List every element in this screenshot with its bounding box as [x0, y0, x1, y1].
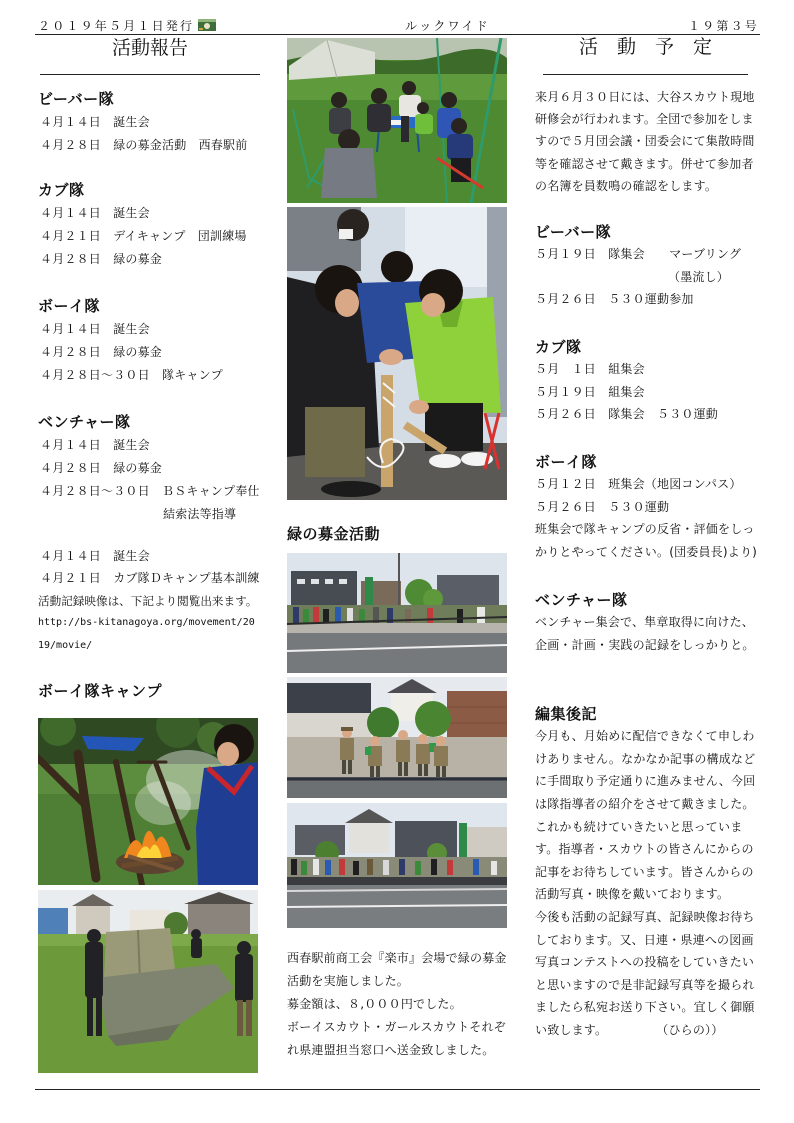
schedule-cub-section: [535, 336, 759, 426]
photo-fundraising-street: [287, 553, 507, 673]
green-banner: [459, 823, 467, 859]
postscript-line: 今後も活動の記録写真、記録映像お待ち: [535, 910, 755, 925]
fundraising-line: ボーイスカウト・ガールスカウトそれぞ: [287, 1019, 506, 1034]
report-line: ４月２１日 カブ隊Ｄキャンプ基本訓練: [40, 571, 260, 586]
section-title: カブ隊: [38, 180, 85, 199]
intro-line: 来月６月３０日には、大谷スカウト現地: [535, 89, 755, 104]
schedule-boy-section: [535, 451, 759, 564]
intro-line: すので５月団会議・団委会にて集散時間: [535, 134, 755, 149]
footer-rule: [35, 1089, 760, 1090]
report-line: ４月１４日 誕生会: [40, 321, 150, 336]
report-line: ４月２８日 緑の募金: [40, 460, 163, 475]
schedule-heading: 活 動 予 定: [578, 36, 712, 58]
report-other-section: [38, 545, 262, 658]
schedule-line: ５月２６日 隊集会 ５３０運動: [535, 407, 719, 422]
video-url-link-continued[interactable]: 19/movie/: [38, 639, 93, 651]
schedule-line: 企画・計画・実践の記録をしっかりと。: [535, 637, 755, 652]
report-line: 結索法等指導: [163, 506, 237, 521]
flag-icon: [198, 19, 216, 31]
report-line: ４月１４日 誕生会: [40, 205, 150, 220]
postscript-line: と思いますので是非記録写真等を撮られ: [535, 977, 755, 992]
postscript-line: は隊指導者の紹介をさせて戴きました。: [535, 797, 755, 812]
boy-camp-heading: ボーイ隊キャンプ: [38, 681, 163, 700]
schedule-line: ５月２６日 ５３０運動参加: [535, 292, 694, 307]
blue-tarp: [82, 736, 144, 751]
schedule-heading-rule: [543, 74, 748, 75]
intro-line: の名簿を員数鳴の確認をします。: [535, 179, 718, 194]
intro-line: 研修会が行われます。全団で参加をしま: [535, 112, 754, 127]
postscript-line: けありません。なかなか記事の構成など: [535, 751, 756, 766]
fundraising-line: 活動を実施しました。: [287, 973, 410, 988]
video-url-link[interactable]: http://bs-kitanagoya.org/movement/20: [38, 617, 255, 629]
photo-tent-pitching: [38, 890, 258, 1073]
report-cub-section: [38, 179, 262, 271]
report-line: ４月２８日～３０日 ＢＳキャンプ奉仕: [40, 483, 260, 498]
report-line: ４月１４日 誕生会: [40, 114, 150, 129]
postscript-line: 今月も、月始めに配信できなくて申しわ: [535, 729, 755, 744]
schedule-line: ベンチャー集会で、隼章取得に向けた、: [535, 615, 755, 630]
schedule-line: ５月２６日 ５３０運動: [535, 499, 670, 514]
fundraising-line: れ県連盟担当窓口へ送金致しました。: [287, 1042, 495, 1057]
schedule-line: ５月１２日 班集会（地図コンパス）: [535, 477, 742, 492]
schedule-line: ５月１９日 隊集会 マーブリング: [535, 247, 742, 262]
report-beaver-section: [38, 88, 262, 157]
section-title: ベンチャー隊: [38, 412, 131, 431]
schedule-line: ５月１９日 組集会: [535, 384, 645, 399]
schedule-line: ５月 １日 組集会: [535, 362, 645, 377]
report-line: ４月１４日 誕生会: [40, 548, 150, 563]
fundraising-line: 募金額は、８,０００円でした。: [287, 996, 462, 1011]
photo-outdoor-crafts: [287, 38, 507, 203]
photo-knot-tying: [287, 207, 507, 500]
report-heading-rule: [40, 74, 260, 75]
report-line: ４月２８日 緑の募金: [40, 344, 163, 359]
postscript-line: い致します。 （ひらの））: [535, 1023, 724, 1037]
postscript-line: 写真コンテストへの投稿をしていきたい: [535, 955, 755, 970]
postscript-heading: 編集後記: [535, 704, 598, 723]
report-line: ４月１４日 誕生会: [40, 437, 150, 452]
report-venture-section: [38, 411, 262, 526]
schedule-line: 班集会で隊キャンプの反省・評価をしっ: [535, 522, 755, 537]
postscript-line: す。指導者・スカウトの皆さんにからの: [535, 842, 754, 857]
schedule-line: かりとやってください。(団委員長)より): [535, 545, 758, 560]
report-heading: 活動報告: [111, 37, 188, 59]
intro-line: 等を確認させて戴きます。併せて参加者: [535, 156, 754, 171]
postscript-line: しております。又、日連・県連への図画: [535, 932, 754, 947]
schedule-intro: [535, 86, 759, 197]
fundraising-line: 西春駅前商工会『楽市』会場で緑の募金: [287, 950, 507, 965]
section-title: ビーバー隊: [38, 89, 115, 108]
report-line: ４月２８日 緑の募金活動 西春駅前: [40, 137, 248, 152]
postscript-line: 記事をお待ちしています。皆さんからの: [535, 864, 754, 879]
schedule-venture-section: [535, 589, 759, 657]
postscript-line: 活動写真・映像を戴いております。: [535, 887, 730, 902]
report-line: ４月２８日 緑の募金: [40, 251, 163, 266]
postscript-line: に手間取り予定通りに進みません、今回: [535, 774, 756, 789]
section-title: ビーバー隊: [535, 222, 612, 241]
section-title: ボーイ隊: [38, 296, 101, 315]
issue-date: ２０１９年５月１日発行: [38, 19, 195, 33]
green-banner: [365, 577, 373, 609]
fundraising-text: [287, 947, 511, 1062]
photo-fundraising-scouts: [287, 677, 507, 798]
report-line: ４月２１日 デイキャンプ 団訓練場: [40, 228, 247, 243]
report-boy-section: [38, 295, 262, 387]
postscript-line: ましたら私宛お送り下さい。宜しく御願: [535, 1000, 755, 1015]
photo-fundraising-crowd: [287, 803, 507, 928]
section-title: カブ隊: [535, 337, 582, 356]
postscript-line: これかも続けていきたいと思っていま: [535, 819, 743, 834]
schedule-line: （墨流し）: [668, 269, 730, 284]
issue-number: １９第３号: [687, 19, 759, 33]
schedule-beaver-section: [535, 221, 759, 311]
section-title: ボーイ隊: [535, 452, 598, 471]
report-line: ４月２８日～３０日 隊キャンプ: [40, 367, 224, 382]
postscript-section: [535, 703, 759, 1042]
section-title: ベンチャー隊: [535, 590, 628, 609]
fundraising-heading: 緑の募金活動: [287, 524, 381, 543]
photo-campfire: [38, 718, 258, 885]
video-notice: 活動記録映像は、下記より閲覧出来ます。: [38, 593, 258, 608]
newsletter-title: ルックワイド: [405, 19, 490, 33]
